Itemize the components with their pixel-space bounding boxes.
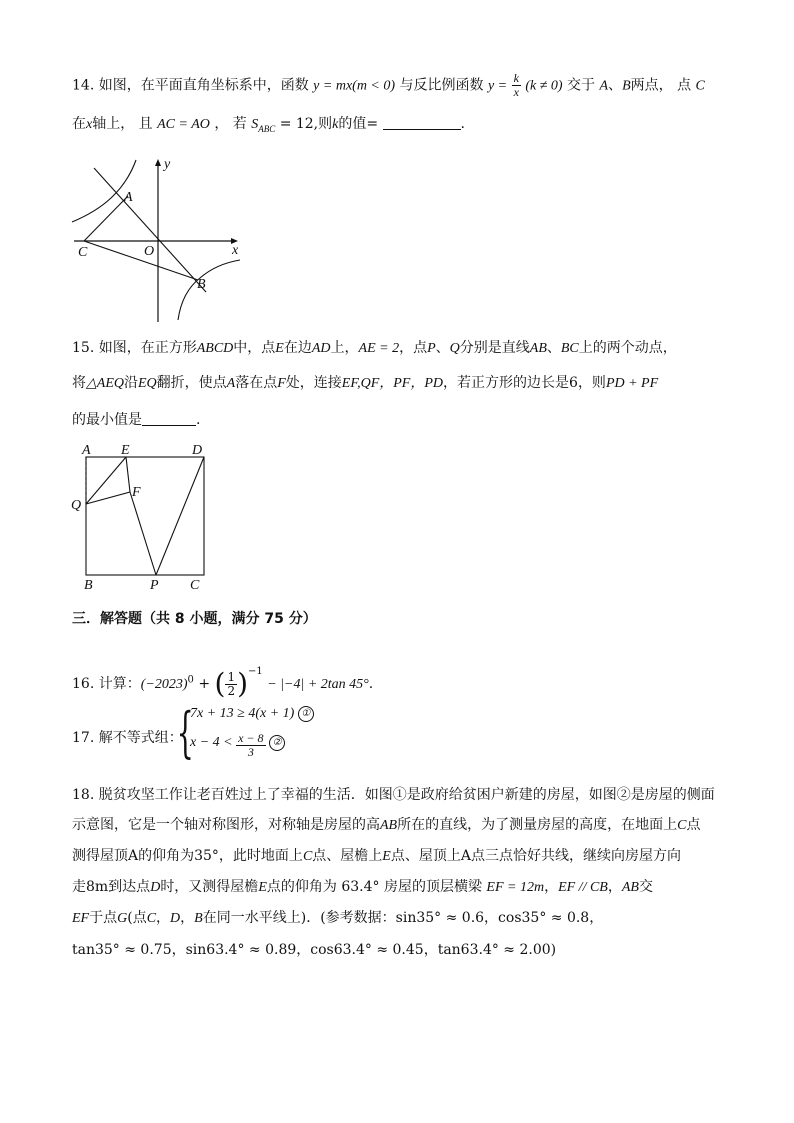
segment-CB <box>84 241 198 280</box>
figure-14-coordinate-graph <box>66 152 248 324</box>
inequality-2: x − 4 < $\frac{x - 8}{3}$ ② <box>190 732 285 759</box>
label-B: B <box>197 277 206 292</box>
label-Q: Q <box>71 498 82 513</box>
label-C: C <box>190 578 200 592</box>
q16-line: 16. 计算：$(-2023)^0$ + ( $\frac{1}{2}$ )$^{-1}$ − |−4| + 2tan 45°. <box>72 666 374 700</box>
label-P: P <box>150 578 159 592</box>
k-over-x-fraction: $\frac{k}{x}$ <box>513 71 519 99</box>
y-axis-arrow <box>155 159 161 166</box>
label-A: A <box>124 190 133 205</box>
label-A: A <box>82 443 91 458</box>
segment-EF <box>126 457 130 492</box>
inequality-1: 7x + 13 ≥ 4(x + 1) ① <box>190 706 314 722</box>
segment-PF <box>130 492 156 575</box>
label-x: x <box>232 243 239 258</box>
label-y: y <box>164 157 171 172</box>
answer-blank-14[interactable] <box>383 115 461 130</box>
q15-line2: 将△AEQ沿EQ翻折，使点A落在点F处，连接EF,QF，PF，PD，若正方形的边长是6，则PD + PF <box>72 375 659 391</box>
q18-line6: tan35° ≈ 0.75，sin63.4° ≈ 0.89，cos63.4° ≈ 0.45，tan63.4° ≈ 2.00) <box>72 942 557 958</box>
section-3-heading: 三．解答题（共 8 小题，满分 75 分） <box>72 611 317 627</box>
q15-line3: 的最小值是 . <box>72 412 201 428</box>
hyperbola-branch-lower-right <box>178 260 240 320</box>
q15-number: 15. <box>72 340 95 356</box>
answer-blank-15[interactable] <box>142 411 196 426</box>
label-C: C <box>78 245 88 260</box>
label-B: B <box>84 578 93 592</box>
segment-PD <box>156 457 204 575</box>
q14-line2: 在x轴上， 且 AC = AO ， 若 $S_{ABC} = 12$,则k的值= . <box>72 116 465 134</box>
one-half-fraction: $\frac{1}{2}$ <box>227 669 236 698</box>
q18-line1: 18. 脱贫攻坚工作让老百姓过上了幸福的生活．如图①是政府给贫困户新建的房屋，如图②是房屋的侧面 <box>72 787 715 803</box>
q15-line1: 15. 如图，在正方形ABCD中，点E在边AD上，AE = 2，点P、Q分别是直线AB、BC上的两个动点， <box>72 340 677 356</box>
q16-number: 16. <box>72 676 95 692</box>
label-D: D <box>192 443 203 458</box>
q18-line5: EF于点G(点C，D，B在同一水平线上)．(参考数据：sin35° ≈ 0.6，cos35° ≈ 0.8， <box>72 910 604 926</box>
label-E: E <box>121 443 130 458</box>
figure-15-square-fold <box>68 442 218 592</box>
q14-line1: 14. 如图，在平面直角坐标系中，函数 y = mx(m < 0) 与反比例函数 y = $\frac{k}{x}$ (k ≠ 0) 交于 A、B两点， 点 C <box>72 71 705 99</box>
line-y-mx <box>94 168 206 292</box>
label-O: O <box>144 244 155 259</box>
q17-number: 17. <box>72 730 95 746</box>
square-ABCD <box>86 457 204 575</box>
segment-QF <box>86 492 130 504</box>
q18-line2: 示意图，它是一个轴对称图形，对称轴是房屋的高AB所在的直线，为了测量房屋的高度，在地面上C点 <box>72 817 701 833</box>
left-brace: { <box>176 701 194 764</box>
label-F: F <box>132 485 141 500</box>
q18-line4: 走8m到达点D时，又测得屋檐E点的仰角为 63.4° 房屋的顶层横梁 EF = 12m，EF // CB，AB交 <box>72 879 653 895</box>
segment-EQ <box>86 457 126 504</box>
q14-number: 14. <box>72 77 95 94</box>
q18-line3: 测得屋顶A的仰角为35°，此时地面上C点、屋檐上E点、屋顶上A点三点恰好共线，继续向房屋方向 <box>72 848 681 864</box>
q17-label: 17. 解不等式组： <box>72 730 183 746</box>
